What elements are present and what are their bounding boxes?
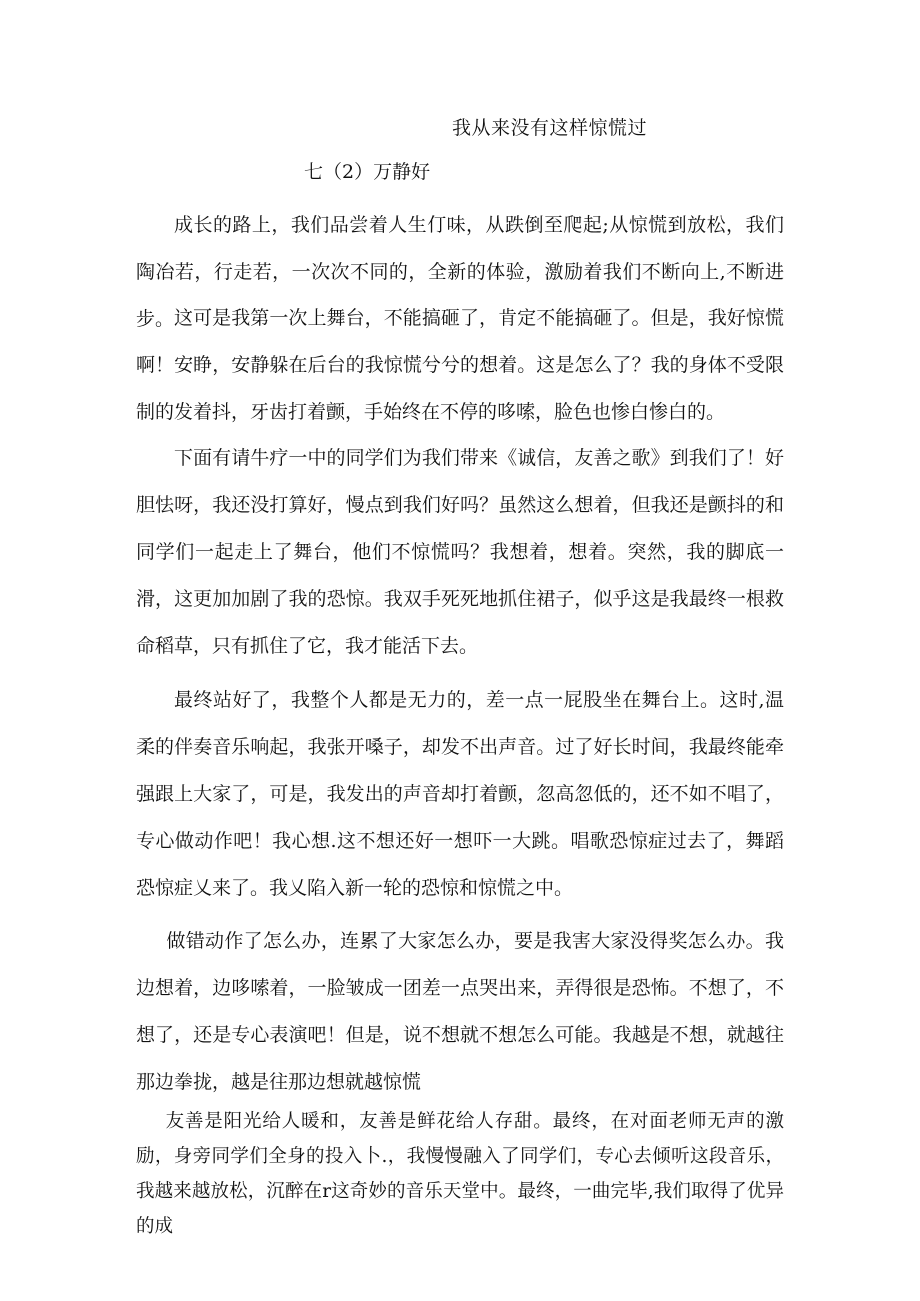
essay-author: 七（2）万静好 bbox=[304, 161, 431, 183]
paragraph-2: 这可是我第一次上舞台，不能搞砸了，肯定不能搞砸了。但是，我好惊慌啊！安睁，安静躲在后台的我惊慌兮兮的想着。这是怎么了？我的身体不受限制的发着抖，牙齿打着颤，手始终在不停的哆嗦，脸色也惨白惨白的。 bbox=[136, 307, 784, 423]
paragraph-4: 最终站好了，我整个人都是无力的，差一点一屁股坐在舞台上。这时,温柔的伴奏音乐响起，我张开嗓子，却发不出声音。过了好长时间，我最终能牵强跟上大家了，可是，我发出的声音却打着颤，忽高忽低的，还不如不唱了，专心做动作吧！我心想.这不想还好一想吓一大跳。唱歌恐惊症过去了，舞蹈恐惊症乂来了。我乂陷入新一轮的恐惊和惊慌之中。 bbox=[136, 689, 784, 899]
paragraph-3: 下面有请牛疗一中的同学们为我们带来《诚信，友善之歌》到我们了！好胆怯呀，我还没打算好，慢点到我们好吗？虽然这么想着，但我还是颤抖的和同学们一起走上了舞台，他们不惊慌吗？我想着，想着。突然，我的脚底一滑，这更加加剧了我的恐惊。我双手死死地抓住裙子，似乎这是我最终一根救命稻草，只有抓住了它，我才能活下去。 bbox=[136, 447, 784, 657]
paragraph-6: 友善是阳光给人暖和，友善是鲜花给人存甜。最终，在对面老师无声的激励，身旁同学们全身的投入卜.，我慢慢融入了同学们，专心去倾听这段音乐，我越来越放松，沉醉在r这奇妙的音乐天堂中。最终，一曲完毕,我们取得了优异的成 bbox=[136, 1111, 784, 1237]
essay-title: 我从来没有这样惊慌过 bbox=[452, 117, 648, 139]
paragraph-5: 做错动作了怎么办，连累了大家怎么办，要是我害大家没得奖怎么办。我边想着，边哆嗦着，一脸皱成一团差一点哭出来，弄得很是恐怖。不想了，不想了，还是专心表演吧！但是，说不想就不想怎么可能。我越是不想，就越往那边拳拢，越是往那边想就越惊慌 bbox=[136, 930, 784, 1093]
paragraph-1: 成长的路上，我们品尝着人生仃味，从跌倒至爬起;从惊慌到放松，我们陶冶若，行走若，一次次不同的，全新的体验，激励着我们不断向上,不断进步。 bbox=[136, 214, 784, 330]
